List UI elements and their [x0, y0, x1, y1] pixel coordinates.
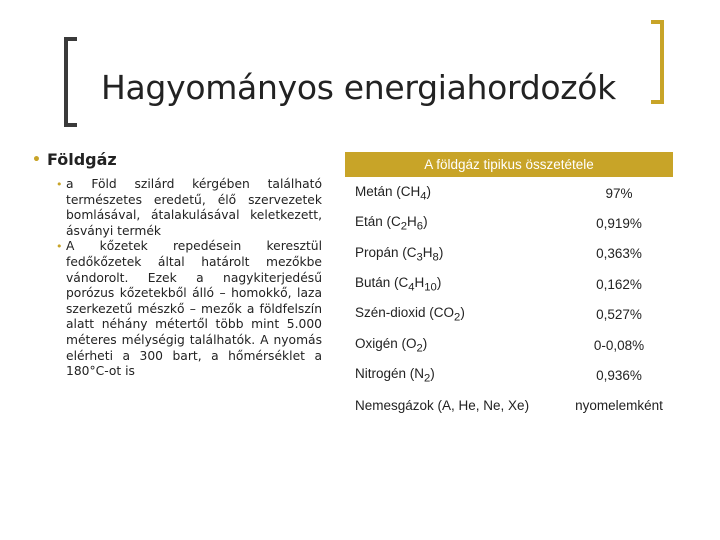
table-row	[345, 300, 673, 330]
component-name: Szén-dioxid $(CO_2)$	[355, 305, 465, 325]
component-value: 0,919%	[596, 216, 642, 232]
table-header: A földgáz tipikus összetétele	[345, 152, 673, 177]
sub-bullet-text: A kőzetek repedésein keresztül fedőkőzetek által határolt mezőkbe vándorolt. Ezek a nagykiterjedésű porózus kőzetekből álló – homokkő, laza szerkezetű mészkő – mezők a földfelszín alatt néhány métertől több mint 5.000 méteres mélységig találhatók. A nyomás elérheti a 300 bart, a hőmérséklet a 180°C-ot is	[66, 239, 322, 379]
component-value: 0,527%	[596, 307, 642, 323]
table-rows	[345, 178, 673, 421]
slide-title: Hagyományos energiahordozók	[101, 68, 616, 107]
content-left	[32, 150, 322, 380]
component-name: Propán $(C_3H_8)$	[355, 244, 444, 264]
title-bracket-right	[651, 20, 664, 104]
component-name: Nitrogén $(N_2)$	[355, 366, 435, 385]
component-value: 0,162%	[596, 276, 642, 292]
component-name: Etán $(C_2H_6)$	[355, 214, 428, 233]
table-row	[345, 391, 673, 421]
bullet-dot-icon: •	[56, 178, 63, 191]
component-value: 0,936%	[596, 368, 642, 384]
table-row	[345, 208, 673, 238]
component-value: nyomelemként	[575, 398, 663, 414]
sub-bullet-1	[32, 177, 322, 239]
component-value: 0,363%	[596, 246, 642, 262]
sub-bullet-text: a Föld szilárd kérgében található természetes eredetű, élő szervezetek bomlásával, átalakulásával keletkezett, ásványi termék	[66, 177, 322, 238]
component-name: Nemesgázok (A, He, Ne, Xe)	[355, 398, 530, 414]
table-row	[345, 360, 673, 390]
component-name: Metán $(CH_4)$	[355, 183, 432, 203]
component-name: Bután $(C_4H_{10})$	[355, 275, 442, 294]
bullet-dot-icon: •	[56, 240, 63, 254]
table-row	[345, 239, 673, 269]
bullet-dot-icon: •	[32, 151, 41, 168]
component-value: 0-0,08%	[593, 337, 645, 353]
heading-bullet	[32, 150, 322, 169]
heading-foldgaz: Földgáz	[46, 150, 117, 169]
table-row	[345, 178, 673, 208]
component-name: Oxigén $(O_2)$	[355, 335, 428, 355]
composition-table	[345, 152, 673, 421]
table-row	[345, 269, 673, 299]
component-value: 97%	[605, 185, 633, 201]
title-bracket-left	[64, 37, 77, 127]
sub-bullet-2	[32, 239, 322, 379]
table-row	[345, 330, 673, 360]
